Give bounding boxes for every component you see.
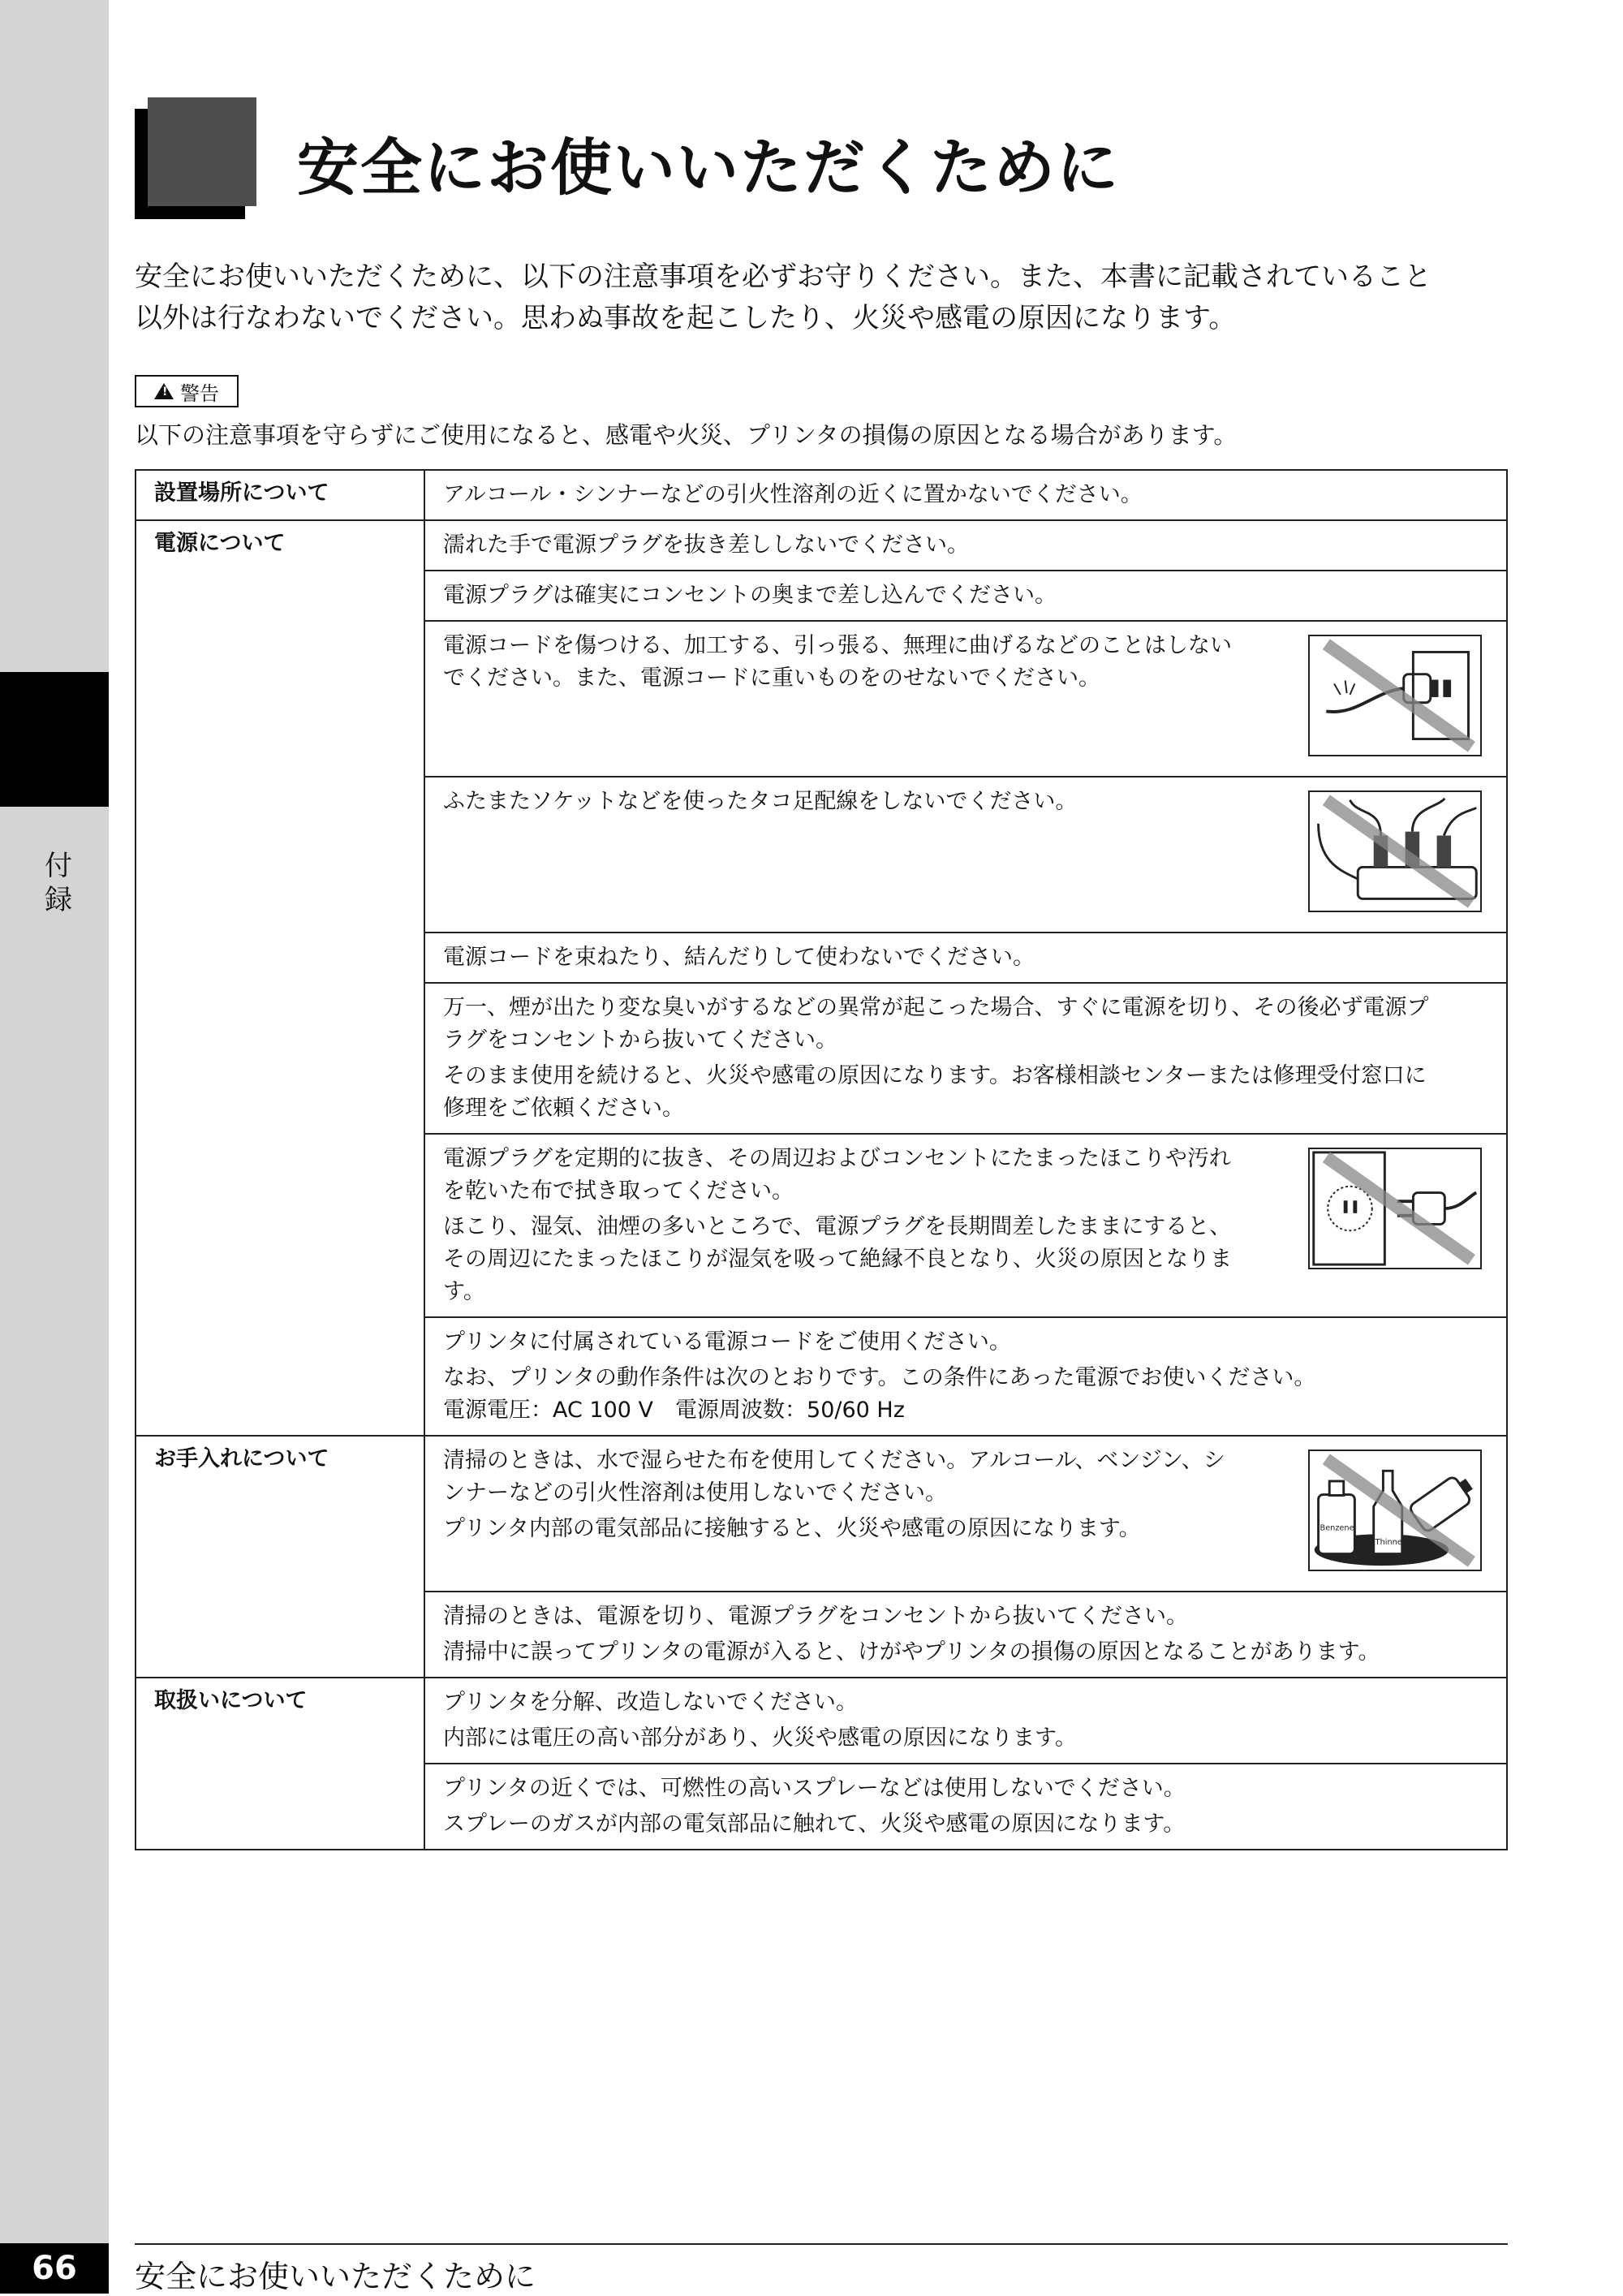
footer-title: 安全にお使いいただくために (135, 2259, 536, 2294)
warning-badge (135, 375, 239, 407)
item-text: なお、プリンタの動作条件は次のとおりです。この条件にあった電源でお使いください。 電源電圧：AC 100 V 電源周波数：50/60 Hz (443, 1365, 1316, 1423)
intro-paragraph (135, 256, 1514, 339)
item-text: 清掃中に誤ってプリンタの電源が入ると、けがやプリンタの損傷の原因となることがあります。 (443, 1639, 1380, 1665)
category-cell: 設置場所について (136, 470, 424, 520)
item-text: スプレーのガスが内部の電気部品に触れて、火災や感電の原因になります。 (443, 1811, 1186, 1837)
page-title: 安全にお使いいただくために (297, 131, 1120, 204)
item-text: 清掃のときは、電源を切り、電源プラグをコンセントから抜いてください。 (443, 1604, 1188, 1629)
item-text: ほこり、湿気、油煙の多いところで、電源プラグを長期間差したままにすると、 その周辺にたまったほこりが湿気を吸って絶縁不良となり、火災の原因となりま す。 (443, 1214, 1232, 1304)
warning-badge-label: 警告 (180, 381, 219, 405)
title-square-icon (135, 97, 256, 219)
svg-text:Benzene: Benzene (1319, 1523, 1354, 1533)
category-cell: お手入れについて (136, 1436, 424, 1678)
item-text: 清掃のときは、水で湿らせた布を使用してください。アルコール、ベンジン、シ ンナーなどの引火性溶剤は使用しないでください。 (443, 1448, 1225, 1506)
item-cell (424, 1134, 1507, 1317)
warning-triangle-icon: ! (154, 383, 174, 399)
item-cell (424, 520, 1507, 571)
item-cell (424, 571, 1507, 621)
item-cell (424, 983, 1507, 1134)
intro-line: 以外は行なわないでください。思わぬ事故を起こしたり、火災や感電の原因になります。 (135, 302, 1237, 334)
item-cell (424, 470, 1507, 520)
warning-description: 以下の注意事項を守らずにご使用になると、感電や火災、プリンタの損傷の原因となる場合があります。 (135, 421, 1238, 449)
section-label: 付録 (45, 850, 72, 916)
power-strip-icon (1308, 790, 1482, 912)
item-text: プリンタの近くでは、可燃性の高いスプレーなどは使用しないでください。 (443, 1776, 1186, 1801)
table-row (136, 1678, 1507, 1764)
item-text: プリンタに付属されている電源コードをご使用ください。 (443, 1329, 1011, 1355)
item-text: 電源プラグを定期的に抜き、その周辺およびコンセントにたまったほこりや汚れ を乾いた布で拭き取ってください。 (443, 1146, 1231, 1204)
item-text: 万一、煙が出たり変な臭いがするなどの異常が起こった場合、すぐに電源を切り、その後必ず電源プ ラグをコンセントから抜いてください。 (443, 995, 1429, 1053)
category-cell: 電源について (136, 520, 424, 1436)
solvent-bottles-icon (1308, 1450, 1482, 1571)
item-text: アルコール・シンナーなどの引火性溶剤の近くに置かないでください。 (443, 482, 1143, 507)
dusty-plug-icon (1308, 1148, 1482, 1269)
item-text: 内部には電圧の高い部分があり、火災や感電の原因になります。 (443, 1725, 1077, 1751)
footer-divider (135, 2243, 1508, 2245)
item-cell (424, 1436, 1507, 1592)
item-cell (424, 621, 1507, 777)
table-row (136, 1436, 1507, 1592)
item-text: 濡れた手で電源プラグを抜き差ししないでください。 (443, 532, 969, 558)
side-margin (0, 0, 109, 2294)
item-text: 電源コードを傷つける、加工する、引っ張る、無理に曲げるなどのことはしない でください。また、電源コードに重いものをのせないでください。 (443, 633, 1232, 691)
svg-text:Thinner: Thinner (1375, 1537, 1406, 1547)
intro-line: 安全にお使いいただくために、以下の注意事項を必ずお守りください。また、本書に記載されていること (135, 261, 1431, 293)
section-tab (0, 672, 109, 807)
item-text: 電源プラグは確実にコンセントの奥まで差し込んでください。 (443, 583, 1057, 608)
item-cell (424, 933, 1507, 983)
item-text: プリンタ内部の電気部品に接触すると、火災や感電の原因になります。 (443, 1516, 1141, 1541)
item-cell (424, 1317, 1507, 1436)
item-cell (424, 777, 1507, 933)
item-text: そのまま使用を続けると、火災や感電の原因になります。お客様相談センターまたは修理受付窓口に 修理をご依頼ください。 (443, 1063, 1427, 1121)
table-row (136, 520, 1507, 571)
table-row (136, 470, 1507, 520)
item-text: 電源コードを束ねたり、結んだりして使わないでください。 (443, 945, 1035, 970)
item-cell (424, 1764, 1507, 1850)
item-text: プリンタを分解、改造しないでください。 (443, 1690, 858, 1715)
item-cell (424, 1678, 1507, 1764)
item-cell (424, 1592, 1507, 1678)
category-cell: 取扱いについて (136, 1678, 424, 1850)
item-text: ふたまたソケットなどを使ったタコ足配線をしないでください。 (443, 789, 1078, 814)
damaged-cord-icon (1308, 635, 1482, 756)
safety-table (135, 469, 1508, 1850)
page-number: 66 (0, 2243, 109, 2294)
